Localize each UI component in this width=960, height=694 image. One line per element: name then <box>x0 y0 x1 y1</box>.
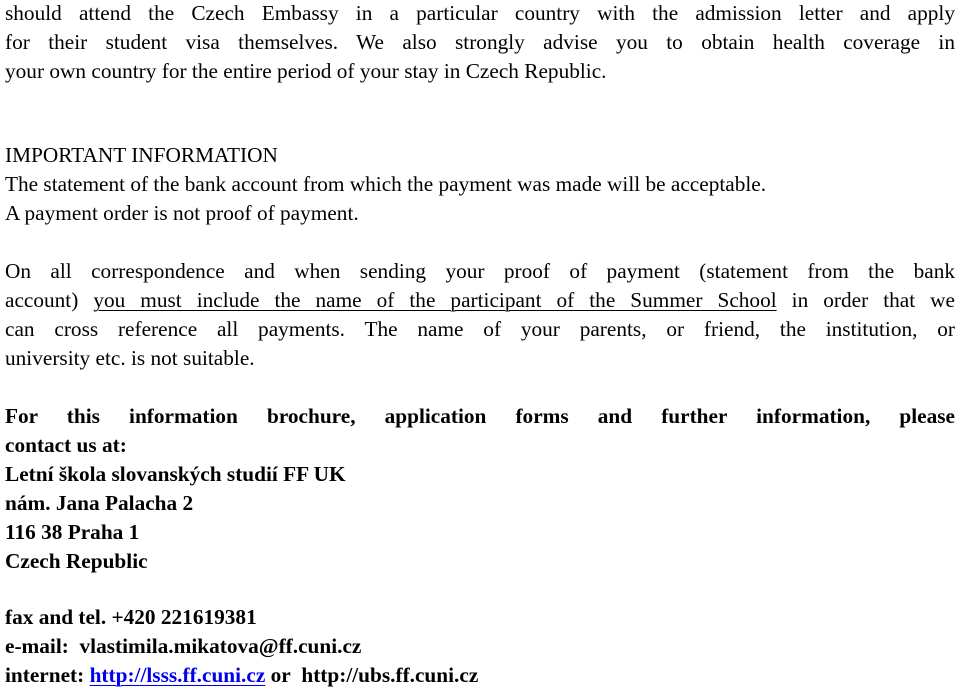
important-line-1: The statement of the bank account from which the payment was made will be acceptable. <box>5 172 767 196</box>
or-text: or <box>270 663 291 687</box>
country: Czech Republic <box>5 549 148 573</box>
correspondence-line-2 <box>5 290 955 311</box>
correspondence-line-1: On all correspondence and when sending your proof of payment (statement from the bank <box>5 259 955 283</box>
website-link-ubs[interactable]: http://ubs.ff.cuni.cz <box>301 663 479 687</box>
important-heading: IMPORTANT INFORMATION <box>5 143 278 167</box>
city-postcode: 116 38 Praha 1 <box>5 520 140 544</box>
fax-tel: fax and tel. +420 221619381 <box>5 605 257 629</box>
email-label: e-mail: <box>5 634 69 658</box>
intro-line-1: should attend the Czech Embassy in a particular country with the admission letter and apply <box>5 1 955 25</box>
correspondence-line-4: university etc. is not suitable. <box>5 346 255 370</box>
important-line-2: A payment order is not proof of payment. <box>5 201 359 225</box>
internet-label: internet: <box>5 663 85 687</box>
correspondence-line-3: can cross reference all payments. The name of your parents, or friend, the institution, or <box>5 317 955 341</box>
street-address: nám. Jana Palacha 2 <box>5 491 194 515</box>
website-link-lsss[interactable]: http://lsss.ff.cuni.cz <box>89 663 266 687</box>
intro-line-3: your own country for the entire period of your stay in Czech Republic. <box>5 59 607 83</box>
email-address[interactable]: vlastimila.mikatova@ff.cuni.cz <box>79 634 362 658</box>
organization-name: Letní škola slovanských studií FF UK <box>5 462 346 486</box>
contact-intro-line-1: For this information brochure, application forms and further information, please <box>5 404 955 428</box>
intro-line-2: for their student visa themselves. We also strongly advise you to obtain health coverage in <box>5 30 955 54</box>
email-line <box>5 636 361 657</box>
participant-name-requirement: you must include the name of the participant of the Summer School <box>93 288 777 312</box>
correspondence-line-2-start: account) <box>5 288 94 312</box>
correspondence-line-2-end: in order that we <box>776 288 955 312</box>
internet-line <box>5 665 478 686</box>
contact-intro-line-2: contact us at: <box>5 433 127 457</box>
